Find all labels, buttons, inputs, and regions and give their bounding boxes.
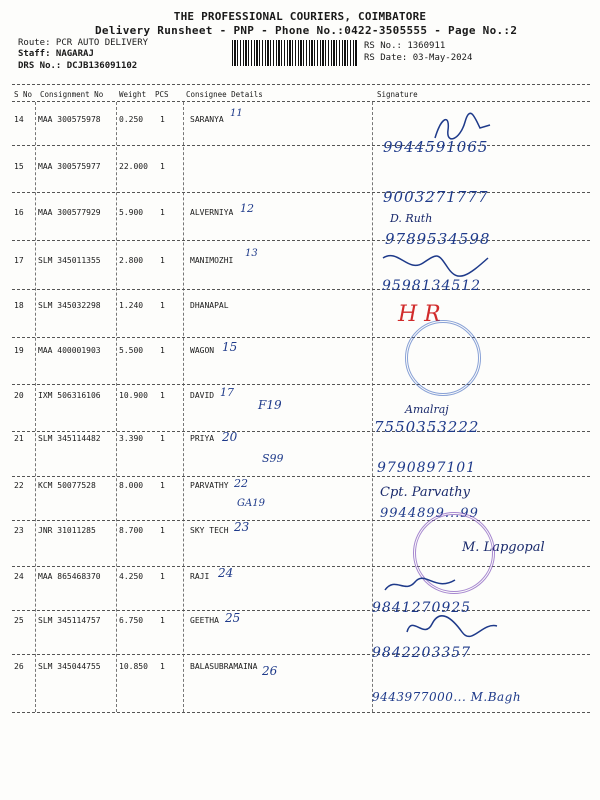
header-bottom-divider: [12, 101, 590, 102]
row-divider: [12, 610, 590, 611]
handwritten-note: 17: [220, 386, 234, 399]
cell-weight: 10.900: [119, 391, 148, 400]
handwritten-note: 22: [234, 477, 248, 490]
cell-pcs: 1: [160, 481, 165, 490]
cell-pcs: 1: [160, 391, 165, 400]
cell-consignee: PRIYA: [190, 434, 215, 443]
cell-pcs: 1: [160, 115, 165, 124]
col-header-consignment: Consignment No: [40, 90, 104, 99]
cell-sno: 25: [14, 616, 24, 625]
cell-sno: 19: [14, 346, 24, 355]
cell-consignment: SLM 345114482: [38, 434, 101, 443]
cell-consignment: SLM 345032298: [38, 301, 101, 310]
cell-weight: 0.250: [119, 115, 144, 124]
cell-consignee: GEETHA: [190, 616, 219, 625]
handwritten-annotation: F19: [258, 398, 282, 412]
col-header-consignee: Consignee Details: [186, 90, 263, 99]
cell-consignment: IXM 506316106: [38, 391, 101, 400]
signature-scribble: [380, 572, 460, 598]
cell-pcs: 1: [160, 616, 165, 625]
col-header-sno: S No: [14, 90, 33, 99]
signature-scribble: [430, 110, 500, 144]
handwritten-note: 15: [222, 340, 238, 354]
cell-consignment: SLM 345011355: [38, 256, 101, 265]
handwritten-initials: H R: [398, 302, 441, 327]
cell-sno: 16: [14, 208, 24, 217]
cell-consignee: ALVERNIYA: [190, 208, 234, 217]
handwritten-phone: 9003271777: [383, 188, 489, 206]
signature-scribble: [402, 612, 502, 642]
handwritten-note: 24: [218, 566, 234, 580]
cell-consignment: JNR 31011285: [38, 526, 96, 535]
row-divider: [12, 240, 590, 241]
cell-weight: 10.850: [119, 662, 148, 671]
handwritten-note: 12: [240, 202, 254, 215]
cell-consignee: WAGON: [190, 346, 215, 355]
cell-consignment: MAA 400001903: [38, 346, 101, 355]
row-divider: [12, 566, 590, 567]
cell-weight: 6.750: [119, 616, 144, 625]
staff-label: Staff: NAGARAJ: [18, 49, 94, 59]
handwritten-phone: 9944899...99: [380, 506, 479, 521]
cell-weight: 8.700: [119, 526, 144, 535]
cell-consignee: DHANAPAL: [190, 301, 229, 310]
handwritten-phone: 9790897101: [377, 460, 477, 476]
handwritten-name: Cpt. Parvathy: [380, 485, 470, 500]
signature-scribble: [378, 248, 498, 282]
cell-consignee: BALASUBRAMAINA: [190, 662, 258, 671]
cell-consignment: KCM 50077528: [38, 481, 96, 490]
row-divider: [12, 145, 590, 146]
col-header-pcs: PCS: [155, 90, 169, 99]
handwritten-name: D. Ruth: [390, 212, 433, 225]
handwritten-name: M. Lapgopal: [462, 540, 545, 555]
rs-number: RS No.: 1360911: [364, 41, 446, 51]
handwritten-note: 23: [234, 520, 250, 534]
row-divider: [12, 476, 590, 477]
cell-pcs: 1: [160, 572, 165, 581]
handwritten-phone: 9443977000... M.Bagh: [372, 690, 522, 704]
handwritten-name: Amalraj: [405, 403, 449, 416]
row-divider: [12, 431, 590, 432]
cell-sno: 20: [14, 391, 24, 400]
drs-number: DRS No.: DCJB136091102: [18, 61, 138, 71]
cell-consignee: RAJI: [190, 572, 210, 581]
col-separator: [35, 102, 36, 712]
col-separator: [372, 102, 373, 712]
row-divider: [12, 289, 590, 290]
cell-weight: 2.800: [119, 256, 144, 265]
col-separator: [116, 102, 117, 712]
cell-weight: 22.000: [119, 162, 148, 171]
handwritten-annotation: S99: [262, 452, 284, 465]
cell-sno: 23: [14, 526, 24, 535]
cell-sno: 17: [14, 256, 24, 265]
cell-weight: 4.250: [119, 572, 144, 581]
row-divider: [12, 712, 590, 713]
cell-weight: 1.240: [119, 301, 144, 310]
handwritten-phone: 9842203357: [372, 645, 472, 661]
cell-sno: 26: [14, 662, 24, 671]
cell-consignment: SLM 345114757: [38, 616, 101, 625]
handwritten-note: 20: [222, 430, 238, 444]
runsheet-subtitle: Delivery Runsheet - PNP - Phone No.:0422-3505555 - Page No.:2: [95, 24, 518, 37]
cell-weight: 8.000: [119, 481, 144, 490]
cell-pcs: 1: [160, 162, 165, 171]
page-title: THE PROFESSIONAL COURIERS, COIMBATORE: [173, 10, 427, 23]
cell-pcs: 1: [160, 662, 165, 671]
cell-sno: 15: [14, 162, 24, 171]
cell-sno: 22: [14, 481, 24, 490]
cell-consignee: PARVATHY: [190, 481, 229, 490]
cell-sno: 24: [14, 572, 24, 581]
cell-pcs: 1: [160, 256, 165, 265]
rs-date: RS Date: 03-May-2024: [364, 53, 473, 63]
cell-consignee: SKY TECH: [190, 526, 229, 535]
handwritten-note: 25: [225, 611, 241, 625]
handwritten-phone: 7550353222: [374, 418, 480, 436]
cell-consignment: MAA 865468370: [38, 572, 101, 581]
cell-sno: 18: [14, 301, 24, 310]
handwritten-annotation: GA19: [237, 498, 265, 509]
cell-consignee: DAVID: [190, 391, 215, 400]
cell-weight: 5.900: [119, 208, 144, 217]
cell-weight: 5.500: [119, 346, 144, 355]
cell-pcs: 1: [160, 301, 165, 310]
cell-weight: 3.390: [119, 434, 144, 443]
handwritten-note: 26: [262, 664, 278, 678]
row-divider: [12, 384, 590, 385]
header-top-divider: [12, 84, 590, 85]
handwritten-phone: 9598134512: [382, 278, 482, 294]
cell-consignment: MAA 300575977: [38, 162, 101, 171]
stamp-seal: [405, 320, 481, 396]
handwritten-phone: 9841270925: [372, 600, 472, 616]
row-divider: [12, 520, 590, 521]
cell-pcs: 1: [160, 434, 165, 443]
row-divider: [12, 192, 590, 193]
cell-pcs: 1: [160, 526, 165, 535]
route-label: Route: PCR AUTO DELIVERY: [18, 38, 149, 48]
col-header-signature: Signature: [377, 90, 418, 99]
cell-sno: 21: [14, 434, 24, 443]
handwritten-note: 11: [230, 108, 243, 119]
row-divider: [12, 337, 590, 338]
col-separator: [183, 102, 184, 712]
cell-consignment: MAA 300575978: [38, 115, 101, 124]
cell-consignee: MANIMOZHI: [190, 256, 234, 265]
cell-consignee: SARANYA: [190, 115, 224, 124]
row-divider: [12, 654, 590, 655]
cell-pcs: 1: [160, 208, 165, 217]
barcode-image: [232, 40, 358, 66]
cell-consignment: MAA 300577929: [38, 208, 101, 217]
cell-consignment: SLM 345044755: [38, 662, 101, 671]
cell-sno: 14: [14, 115, 24, 124]
col-header-weight: Weight: [119, 90, 147, 99]
cell-pcs: 1: [160, 346, 165, 355]
handwritten-phone: 9944591065: [383, 138, 489, 156]
handwritten-phone: 9789534598: [385, 230, 491, 248]
handwritten-note: 13: [245, 248, 258, 259]
